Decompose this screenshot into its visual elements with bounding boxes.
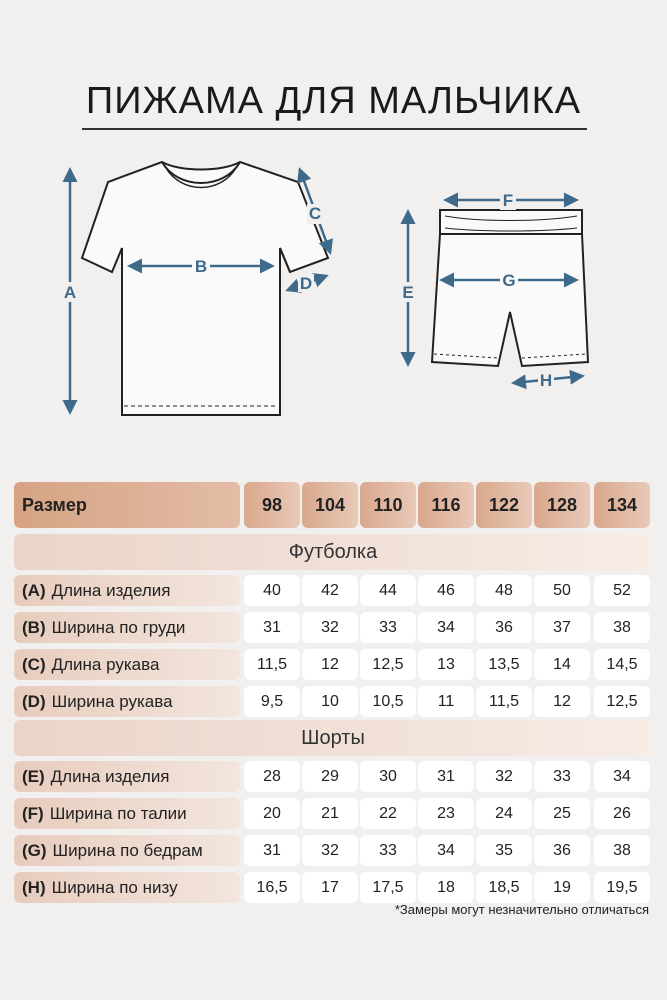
table-row [14,795,652,832]
size-104: 104 [302,482,358,528]
footnote: *Замеры могут незначительно отличаться [394,902,649,917]
label-g: G [502,271,516,290]
value-cell: 11 [418,686,474,717]
value-cell: 32 [302,835,358,866]
value-cell: 33 [360,835,416,866]
value-cell: 34 [418,612,474,643]
size-134: 134 [594,482,650,528]
measurement-name: Ширина по талии [49,803,187,823]
value-cell: 33 [360,612,416,643]
measurement-name: Длина изделия [50,766,170,786]
value-cell: 28 [244,761,300,792]
title-underline [82,128,587,130]
value-cell: 23 [418,798,474,829]
value-cell: 32 [476,761,532,792]
value-cell: 34 [418,835,474,866]
measurement-label [14,612,240,643]
value-cell: 36 [476,612,532,643]
value-cell: 31 [418,761,474,792]
size-110: 110 [360,482,416,528]
label-b: B [194,257,208,276]
table-row [14,832,652,869]
measurement-label [14,649,240,680]
value-cell: 22 [360,798,416,829]
value-cell: 12 [534,686,590,717]
value-cell: 50 [534,575,590,606]
value-cell: 24 [476,798,532,829]
value-cell: 46 [418,575,474,606]
measurement-name: Ширина по бедрам [52,840,203,860]
garment-diagram [0,140,667,430]
value-cell: 48 [476,575,532,606]
value-cell: 10,5 [360,686,416,717]
measurement-name: Ширина рукава [51,691,173,711]
table-row [14,646,652,683]
page-title: ПИЖАМА ДЛЯ МАЛЬЧИКА [85,80,582,122]
value-cell: 13,5 [476,649,532,680]
value-cell: 19 [534,872,590,903]
size-98: 98 [244,482,300,528]
value-cell: 13 [418,649,474,680]
size-122: 122 [476,482,532,528]
value-cell: 10 [302,686,358,717]
measurement-code: (D) [22,691,46,711]
value-cell: 20 [244,798,300,829]
size-128: 128 [534,482,590,528]
value-cell: 11,5 [476,686,532,717]
label-h: H [539,371,553,390]
measurement-name: Ширина по груди [51,617,186,637]
measurement-label [14,761,240,792]
measurement-code: (G) [22,840,47,860]
measurement-name: Длина рукава [51,654,160,674]
measurement-code: (H) [22,877,46,897]
size-116: 116 [418,482,474,528]
measurement-label [14,686,240,717]
value-cell: 52 [594,575,650,606]
value-cell: 12 [302,649,358,680]
section-title: Шорты [14,720,652,756]
value-cell: 35 [476,835,532,866]
label-a: A [63,283,77,302]
section-title: Футболка [14,534,652,570]
value-cell: 17,5 [360,872,416,903]
table-row [14,683,652,720]
table-row [14,572,652,609]
value-cell: 36 [534,835,590,866]
value-cell: 16,5 [244,872,300,903]
value-cell: 25 [534,798,590,829]
measurement-name: Длина изделия [51,580,171,600]
label-d: D [299,274,313,293]
value-cell: 38 [594,612,650,643]
value-cell: 12,5 [360,649,416,680]
value-cell: 40 [244,575,300,606]
value-cell: 34 [594,761,650,792]
value-cell: 11,5 [244,649,300,680]
measurement-label [14,798,240,829]
value-cell: 38 [594,835,650,866]
size-table [14,482,652,906]
measurement-code: (F) [22,803,44,823]
value-cell: 9,5 [244,686,300,717]
value-cell: 32 [302,612,358,643]
value-cell: 18 [418,872,474,903]
table-header-row [14,482,652,528]
measurement-code: (E) [22,766,45,786]
measurement-code: (C) [22,654,46,674]
measurement-code: (A) [22,580,46,600]
size-header-label: Размер [14,482,240,528]
value-cell: 26 [594,798,650,829]
table-row [14,609,652,646]
label-f: F [502,191,514,210]
value-cell: 37 [534,612,590,643]
value-cell: 18,5 [476,872,532,903]
value-cell: 31 [244,835,300,866]
measurement-label [14,872,240,903]
label-c: C [308,204,322,223]
value-cell: 14,5 [594,649,650,680]
value-cell: 19,5 [594,872,650,903]
table-row [14,869,652,906]
label-e: E [402,283,414,302]
value-cell: 12,5 [594,686,650,717]
measurement-name: Ширина по низу [51,877,178,897]
value-cell: 44 [360,575,416,606]
value-cell: 33 [534,761,590,792]
value-cell: 21 [302,798,358,829]
value-cell: 42 [302,575,358,606]
measurement-label [14,575,240,606]
measurement-code: (B) [22,617,46,637]
value-cell: 31 [244,612,300,643]
table-row [14,758,652,795]
value-cell: 14 [534,649,590,680]
value-cell: 30 [360,761,416,792]
measurement-label [14,835,240,866]
value-cell: 17 [302,872,358,903]
value-cell: 29 [302,761,358,792]
